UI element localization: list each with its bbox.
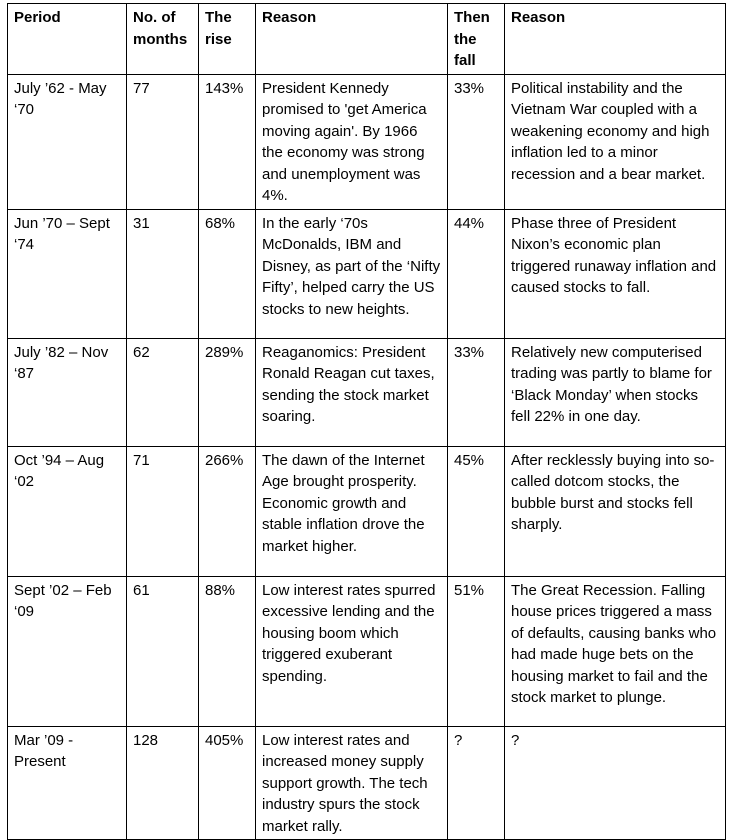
cell-period: Sept ’02 – Feb ‘09 — [8, 576, 127, 726]
cell-fall-reason: The Great Recession. Falling house prices triggered a mass of defaults, causing banks who had made huge bets on the housing market to fail and the stock market to plunge. — [505, 576, 726, 726]
table-row — [8, 209, 726, 338]
cell-fall-reason: Phase three of President Nixon’s economic plan triggered runaway inflation and caused stocks to fall. — [505, 209, 726, 338]
cell-fall-reason: Relatively new computerised trading was partly to blame for ‘Black Monday’ when stocks fell 22% in one day. — [505, 338, 726, 446]
header-rise-reason: Reason — [256, 4, 448, 75]
cell-months: 31 — [127, 209, 199, 338]
header-row — [8, 4, 726, 75]
cell-rise-reason: The dawn of the Internet Age brought prosperity. Economic growth and stable inflation drove the market higher. — [256, 446, 448, 576]
header-fall-reason: Reason — [505, 4, 726, 75]
table-row — [8, 726, 726, 840]
cell-months: 71 — [127, 446, 199, 576]
cell-fall: 45% — [448, 446, 505, 576]
table-row — [8, 446, 726, 576]
cell-period: Oct ’94 – Aug ‘02 — [8, 446, 127, 576]
cell-rise: 88% — [199, 576, 256, 726]
cell-rise: 405% — [199, 726, 256, 840]
cell-rise-reason: Low interest rates and increased money supply support growth. The tech industry spurs the stock market rally. — [256, 726, 448, 840]
cell-fall-reason: Political instability and the Vietnam War coupled with a weakening economy and high inflation led to a minor recession and a bear market. — [505, 74, 726, 209]
cell-fall-reason: ? — [505, 726, 726, 840]
header-months: No. of months — [127, 4, 199, 75]
cell-months: 61 — [127, 576, 199, 726]
cell-rise-reason: Reaganomics: President Ronald Reagan cut taxes, sending the stock market soaring. — [256, 338, 448, 446]
cell-fall: 33% — [448, 74, 505, 209]
cell-rise: 143% — [199, 74, 256, 209]
table-row — [8, 338, 726, 446]
cell-months: 62 — [127, 338, 199, 446]
cell-fall: 33% — [448, 338, 505, 446]
cell-rise-reason: Low interest rates spurred excessive lending and the housing boom which triggered exuberant spending. — [256, 576, 448, 726]
table-row — [8, 576, 726, 726]
cell-rise-reason: In the early ‘70s McDonalds, IBM and Disney, as part of the ‘Nifty Fifty’, helped carry the US stocks to new heights. — [256, 209, 448, 338]
cell-period: July ’62 - May ‘70 — [8, 74, 127, 209]
cell-rise: 289% — [199, 338, 256, 446]
cell-rise: 68% — [199, 209, 256, 338]
cell-fall-reason: After recklessly buying into so-called dotcom stocks, the bubble burst and stocks fell sharply. — [505, 446, 726, 576]
cell-months: 77 — [127, 74, 199, 209]
header-period: Period — [8, 4, 127, 75]
cell-period: Jun ’70 – Sept ‘74 — [8, 209, 127, 338]
cell-months: 128 — [127, 726, 199, 840]
cell-period: Mar ’09 - Present — [8, 726, 127, 840]
header-fall: Then the fall — [448, 4, 505, 75]
header-rise: The rise — [199, 4, 256, 75]
cell-fall: 44% — [448, 209, 505, 338]
cell-fall: 51% — [448, 576, 505, 726]
cell-period: July ’82 – Nov ‘87 — [8, 338, 127, 446]
cell-rise-reason: President Kennedy promised to 'get America moving again'. By 1966 the economy was strong and unemployment was 4%. — [256, 74, 448, 209]
market-cycles-table — [7, 3, 726, 840]
cell-rise: 266% — [199, 446, 256, 576]
cell-fall: ? — [448, 726, 505, 840]
table-row — [8, 74, 726, 209]
